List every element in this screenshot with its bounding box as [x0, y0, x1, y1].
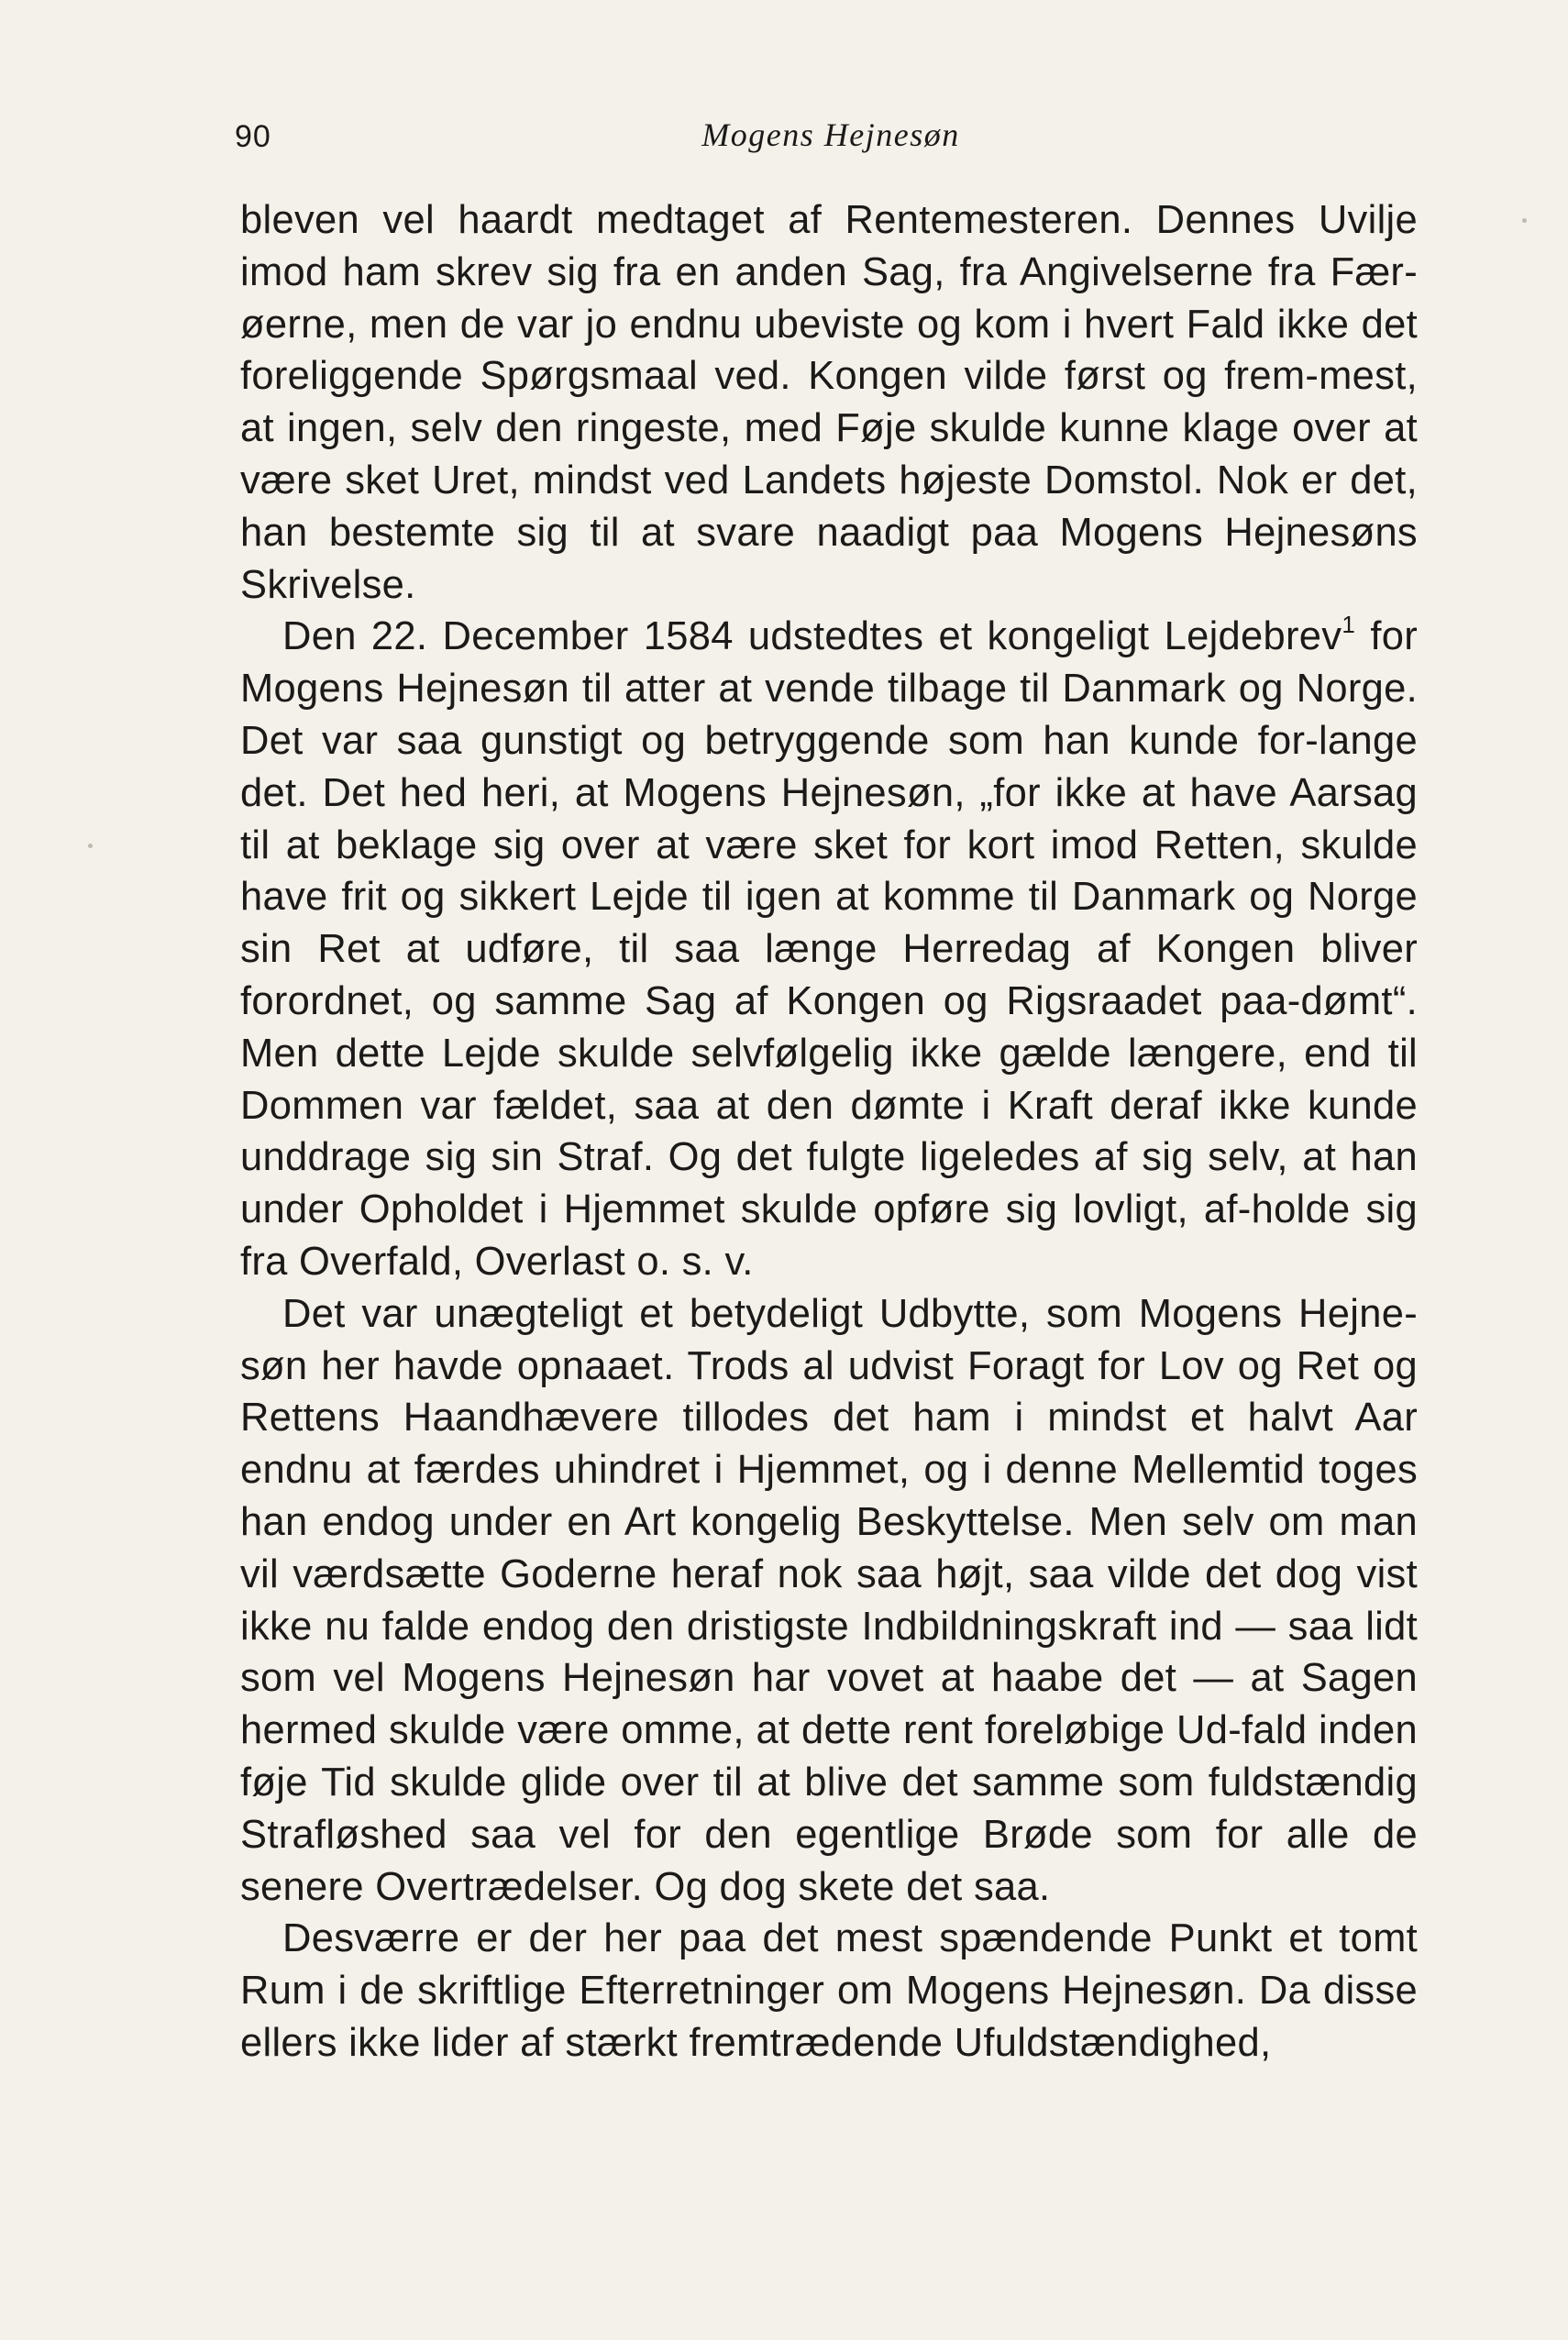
- page-header: [235, 112, 1427, 167]
- body-text: [240, 194, 1418, 2070]
- running-head: Mogens Hejnesøn: [701, 116, 960, 153]
- footnote-marker: 1: [1342, 611, 1356, 639]
- paragraph-2-text-before: Den 22. December 1584 udstedtes et kongeligt Lejdebrev: [282, 614, 1342, 659]
- paragraph-3: Det var unægteligt et betydeligt Udbytte, som Mogens Hejne-søn her havde opnaaet. Trods al udvist Foragt for Lov og Ret og Rettens Haandhævere tillodes det ham i mindst et halvt Aar endnu at færdes uhindret i Hjemmet, og i denne Mellemtid toges han endog under en Art kongelig Beskyttelse. Men selv om man vil værdsætte Goderne heraf nok saa højt, saa vilde det dog vist ikke nu falde endog den dristigste Indbildningskraft ind — saa lidt som vel Mogens Hejnesøn har vovet at haabe det — at Sagen hermed skulde være omme, at dette rent foreløbige Ud-fald inden føje Tid skulde glide over til at blive det samme som fuldstændig Strafløshed saa vel for den egentlige Brøde som for alle de senere Overtrædelser. Og dog skete det saa.: [240, 1291, 1418, 1909]
- margin-speck: [1522, 218, 1527, 223]
- paragraph-1: bleven vel haardt medtaget af Rentemesteren. Dennes Uvilje imod ham skrev sig fra en anden Sag, fra Angivelserne fra Fær-øerne, men de var jo endnu ubeviste og kom i hvert Fald ikke det foreliggende Spørgsmaal ved. Kongen vilde først og frem-mest, at ingen, selv den ringeste, med Føje skulde kunne klage over at være sket Uret, mindst ved Landets højeste Domstol. Nok er det, han bestemte sig til at svare naadigt paa Mogens Hejnesøns Skrivelse.: [240, 198, 1418, 607]
- paragraph-2: [240, 611, 1418, 1287]
- margin-speck: [88, 844, 93, 848]
- page-number: 90: [235, 119, 271, 154]
- paragraph-4: Desværre er der her paa det mest spændende Punkt et tomt Rum i de skriftlige Efterretninger om Mogens Hejnesøn. Da disse ellers ikke lider af stærkt fremtrædende Ufuldstændighed,: [240, 1916, 1418, 2065]
- paragraph-2-text-after: for Mogens Hejnesøn til atter at vende tilbage til Danmark og Norge. Det var saa gunstigt og betryggende som han kunde for-lange det. Det hed heri, at Mogens Hejnesøn, „for ikke at have Aarsag til at beklage sig over at være sket for kort imod Retten, skulde have frit og sikkert Lejde til igen at komme til Danmark og Norge sin Ret at udføre, til saa længe Herredag af Kongen bliver forordnet, og samme Sag af Kongen og Rigsraadet paa-dømt“. Men dette Lejde skulde selvfølgelig ikke gælde længere, end til Dommen var fældet, saa at den dømte i Kraft deraf ikke kunde unddrage sig sin Straf. Og det fulgte ligeledes af sig selv, at han under Opholdet i Hjemmet skulde opføre sig lovligt, af-holde sig fra Overfald, Overlast o. s. v.: [240, 614, 1418, 1284]
